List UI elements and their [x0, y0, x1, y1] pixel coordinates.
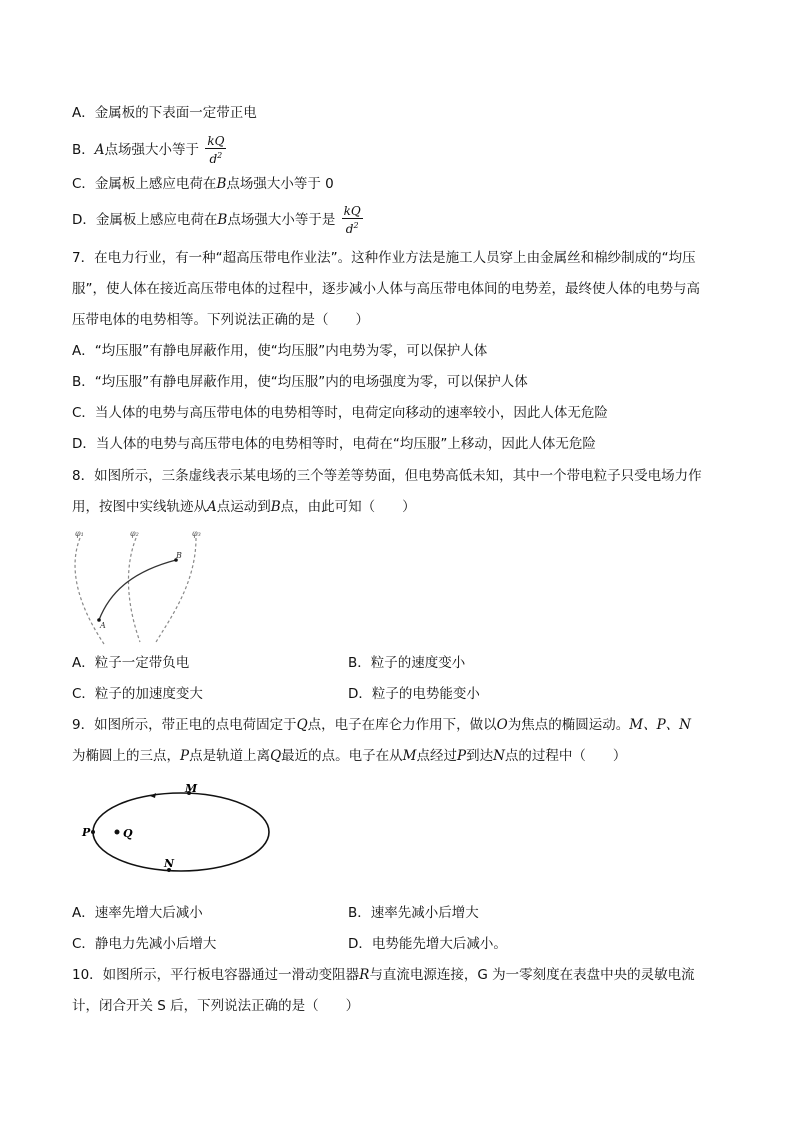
q10-stem-text: 与直流电源连接，G 为一零刻度在表盘中央的灵敏电流	[369, 967, 695, 983]
q9-option-a: A．速率先增大后减小	[72, 905, 203, 921]
q6-option-b-var: A	[94, 142, 105, 158]
q9-stem-text: 为焦点的椭圆运动。	[507, 717, 630, 733]
q9-stem-text: 点是轨道上离	[189, 748, 271, 764]
fraction-denominator	[205, 149, 226, 166]
q7-option-b: B．“均压服”有静电屏蔽作用，使“均压服”内的电场强度为零，可以保护人体	[72, 374, 528, 390]
q10-stem-line-1	[72, 965, 695, 985]
q8-stem-text: 点，由此可知（ ）	[280, 499, 416, 515]
label-b: B	[176, 551, 182, 560]
particle-trajectory	[99, 560, 176, 620]
q6-option-d-prefix: D．金属板上感应电荷在	[72, 212, 218, 228]
q8-stem-line-1: 8．如图所示，三条虚线表示某电场的三个等差等势面，但电势高低未知，其中一个带电粒子只受电场力作	[72, 468, 702, 484]
q8-option-c: C．粒子的加速度变大	[72, 686, 203, 702]
q9-stem-text: 最近的点。电子在从	[281, 748, 403, 764]
phi1-label: φ₁	[75, 529, 84, 538]
q8-option-d: D．粒子的电势能变小	[348, 686, 480, 702]
equipotential-line-2	[128, 538, 140, 642]
q9-var: Q	[296, 717, 308, 733]
q10-var: R	[359, 967, 370, 983]
q8-option-a: A．粒子一定带负电	[72, 655, 190, 671]
q9-var: M、P、N	[629, 717, 691, 733]
label-q: Q	[123, 827, 133, 840]
q6-option-d-text: 点场强大小等于是	[227, 212, 336, 228]
q10-stem-text: 10．如图所示，平行板电容器通过一滑动变阻器	[72, 967, 360, 983]
q8-point-a: A	[207, 499, 217, 515]
q9-var: P	[180, 748, 190, 764]
phi3-label: φ₃	[192, 529, 201, 538]
q6-option-d-var: B	[217, 212, 228, 228]
q7-stem-line-2: 服”，使人体在接近高压带电体的过程中，逐步减小人体与高压带电体间的电势差，最终使人体的电势与高	[72, 281, 700, 297]
q9-stem-text: 9．如图所示，带正电的点电荷固定于	[72, 717, 297, 733]
fraction-denominator	[342, 219, 363, 236]
q6-option-b-prefix: B．	[72, 142, 95, 158]
q9-var: Q	[270, 748, 282, 764]
q7-option-a: A．“均压服”有静电屏蔽作用，使“均压服”内电势为零，可以保护人体	[72, 343, 488, 359]
q9-stem-text: 点，电子在库仑力作用下，做以	[307, 717, 497, 733]
q9-option-c: C．静电力先减小后增大	[72, 936, 217, 952]
q8-stem-line-2	[72, 497, 416, 517]
label-a: A	[100, 621, 106, 630]
q9-stem-line-2	[72, 746, 626, 766]
q9-stem-line-1	[72, 715, 691, 735]
q8-point-b: B	[270, 499, 281, 515]
q6-option-b	[72, 134, 228, 166]
fraction-exponent: 2	[353, 221, 359, 230]
q7-option-c: C．当人体的电势与高压带电体的电势相等时，电荷定向移动的速率较小，因此人体无危险	[72, 405, 608, 421]
q7-stem-line-1: 7．在电力行业，有一种“超高压带电作业法”。这种作业方法是施工人员穿上由金属丝和棉纱制成的“均压	[72, 250, 696, 266]
fraction-numerator: kQ	[207, 134, 225, 148]
q6-option-b-text: 点场强大小等于	[104, 142, 200, 158]
label-p: P	[82, 826, 91, 839]
q9-var: O	[496, 717, 508, 733]
q6-option-c	[72, 174, 334, 194]
q7-option-d: D．当人体的电势与高压带电体的电势相等时，电荷在“均压服”上移动，因此人体无危险	[72, 436, 596, 452]
q9-stem-text: 到达	[466, 748, 494, 764]
q9-var: M	[402, 748, 417, 764]
q9-var: P	[457, 748, 467, 764]
q9-option-d: D．电势能先增大后减小。	[348, 936, 507, 952]
fraction-numerator: kQ	[343, 204, 361, 218]
label-m: M	[185, 784, 198, 795]
q6-option-c-text: 点场强大小等于 0	[226, 176, 334, 192]
q8-stem-text: 点运动到	[216, 499, 271, 515]
q10-stem-line-2: 计，闭合开关 S 后，下列说法正确的是（ ）	[72, 998, 360, 1014]
point-q-dot	[115, 830, 120, 835]
q9-option-b: B．速率先减小后增大	[348, 905, 479, 921]
fraction-exponent: 2	[217, 151, 223, 160]
q6-option-b-fraction	[205, 134, 226, 166]
q9-stem-text: 点经过	[416, 748, 457, 764]
point-p-dot	[91, 830, 95, 834]
q6-option-a: A．金属板的下表面一定带正电	[72, 105, 257, 121]
q9-stem-text: 为椭圆上的三点，	[72, 748, 180, 764]
q9-var: N	[493, 748, 505, 764]
q6-option-d-fraction	[342, 204, 363, 236]
q9-stem-text: 点的过程中（ ）	[504, 748, 627, 764]
q9-ellipse-figure	[78, 784, 278, 880]
phi2-label: φ₂	[130, 529, 139, 538]
label-n: N	[164, 857, 175, 870]
fraction-base: d	[345, 222, 354, 236]
fraction-base: d	[209, 152, 218, 166]
q6-option-d	[72, 204, 365, 236]
q8-stem-text: 用，按图中实线轨迹从	[72, 499, 207, 515]
q6-option-c-prefix: C．金属板上感应电荷在	[72, 176, 217, 192]
q8-option-b: B．粒子的速度变小	[348, 655, 466, 671]
q6-option-c-var: B	[216, 176, 227, 192]
q8-equipotential-figure	[64, 524, 214, 646]
q7-stem-line-3: 压带电体的电势相等。下列说法正确的是（ ）	[72, 312, 369, 328]
